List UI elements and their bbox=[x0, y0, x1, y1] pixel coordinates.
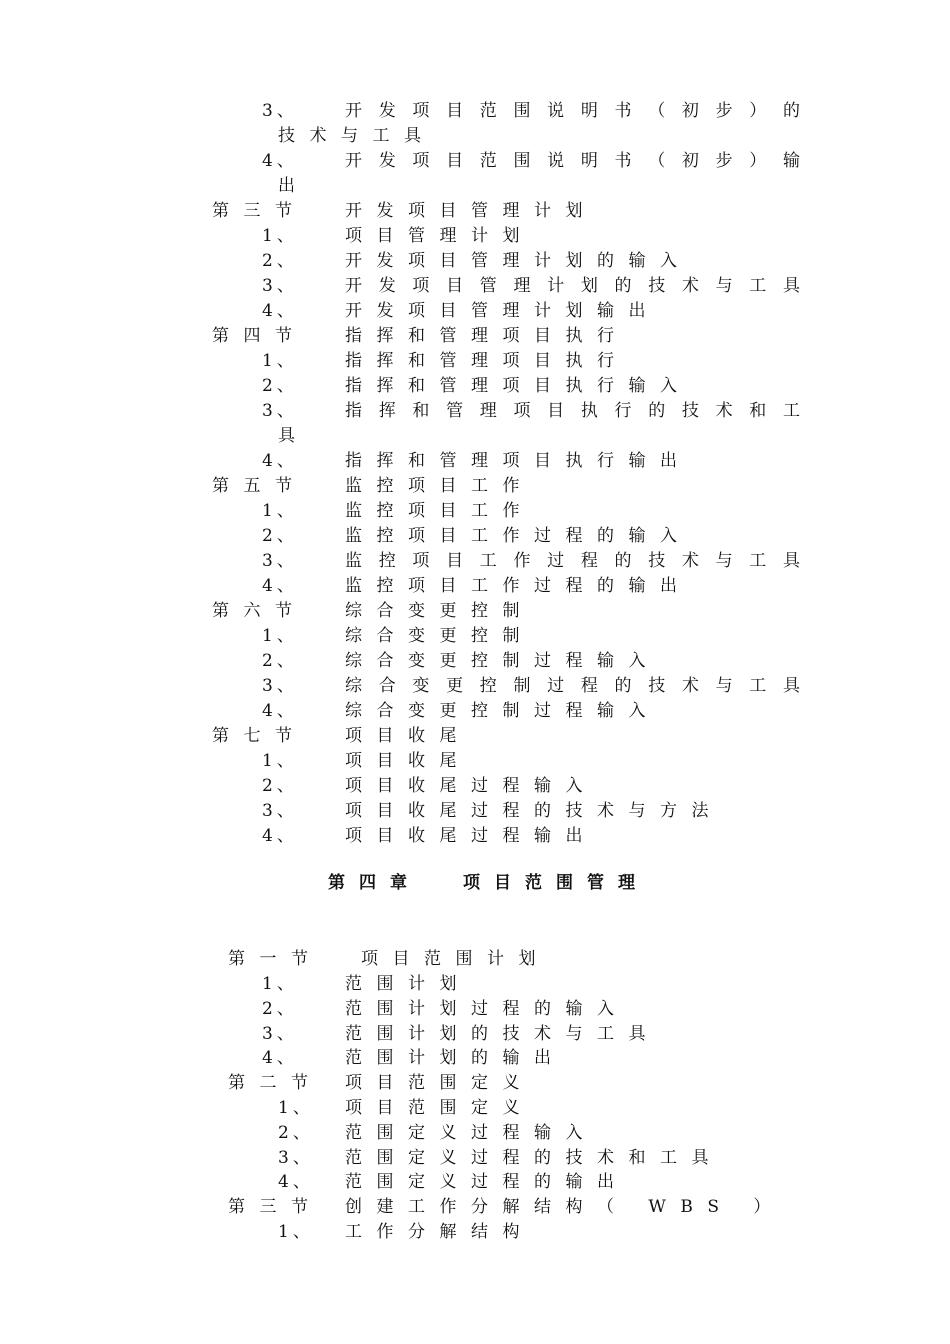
title-char: 合 bbox=[378, 676, 396, 696]
item-number: 1、 bbox=[262, 226, 298, 246]
item-number: 1、 bbox=[262, 351, 298, 371]
item-title bbox=[345, 150, 800, 172]
item-number: 2、 bbox=[262, 376, 298, 396]
title-char: 技 bbox=[648, 276, 666, 296]
item-title: 指挥和管理项目执行输入 bbox=[345, 376, 692, 396]
item-title: 监控项目工作 bbox=[345, 501, 534, 521]
title-char: 与 bbox=[715, 276, 733, 296]
title-char: 具 bbox=[782, 276, 800, 296]
chapter-label: 第四章 bbox=[328, 873, 421, 893]
title-char: 书 bbox=[614, 101, 632, 121]
title-char: 目 bbox=[547, 401, 565, 421]
title-char: 和 bbox=[412, 401, 430, 421]
section-title: 综合变更控制 bbox=[345, 601, 534, 621]
title-char: 控 bbox=[378, 551, 396, 571]
title-char: 计 bbox=[547, 276, 565, 296]
title-char: 明 bbox=[580, 151, 598, 171]
section-number: 第三节 bbox=[228, 1197, 323, 1217]
title-char: 项 bbox=[412, 551, 430, 571]
title-char: 项 bbox=[412, 151, 430, 171]
item-title: 开发项目管理计划输出 bbox=[345, 301, 660, 321]
title-char: 目 bbox=[446, 276, 464, 296]
title-char: 的 bbox=[782, 101, 800, 121]
title-char: 管 bbox=[446, 401, 464, 421]
title-char: 发 bbox=[378, 151, 396, 171]
item-title bbox=[345, 275, 800, 297]
title-char: 初 bbox=[681, 101, 699, 121]
section-title: 项目范围计划 bbox=[361, 949, 550, 969]
title-char: 目 bbox=[446, 551, 464, 571]
title-char: ） bbox=[749, 151, 767, 171]
item-number: 3、 bbox=[262, 276, 298, 296]
item-title: 综合变更控制过程输入 bbox=[345, 651, 660, 671]
item-title: 项目管理计划 bbox=[345, 226, 534, 246]
title-char: 术 bbox=[715, 401, 733, 421]
item-number: 4、 bbox=[278, 1172, 314, 1192]
title-char: 工 bbox=[782, 401, 800, 421]
title-char: 理 bbox=[513, 276, 531, 296]
item-number: 4、 bbox=[262, 576, 298, 596]
item-number: 4、 bbox=[262, 301, 298, 321]
title-char: 制 bbox=[513, 676, 531, 696]
title-char: 的 bbox=[614, 276, 632, 296]
item-title bbox=[345, 100, 800, 122]
item-number: 1、 bbox=[262, 626, 298, 646]
title-char: 工 bbox=[479, 551, 497, 571]
item-title-continued: 出 bbox=[278, 176, 310, 196]
title-char: 范 bbox=[479, 101, 497, 121]
title-char: 指 bbox=[345, 401, 362, 421]
item-title: 监控项目工作过程的输入 bbox=[345, 526, 692, 546]
item-number: 2、 bbox=[262, 526, 298, 546]
title-char: 书 bbox=[614, 151, 632, 171]
item-number: 4、 bbox=[262, 451, 298, 471]
item-title: 范围计划过程的输入 bbox=[345, 999, 629, 1019]
title-char: 管 bbox=[479, 276, 497, 296]
title-char: 行 bbox=[614, 401, 632, 421]
title-char: 术 bbox=[681, 676, 699, 696]
item-title: 项目收尾过程输出 bbox=[345, 826, 597, 846]
item-title: 工作分解结构 bbox=[345, 1222, 534, 1242]
item-number: 3、 bbox=[262, 676, 298, 696]
section-title: 项目范围定义 bbox=[345, 1073, 534, 1093]
title-char: 监 bbox=[345, 551, 362, 571]
item-title: 范围计划 bbox=[345, 974, 471, 994]
item-title-continued: 技术与工具 bbox=[278, 126, 436, 146]
item-number: 4、 bbox=[262, 151, 298, 171]
item-title: 开发项目管理计划的输入 bbox=[345, 251, 692, 271]
item-number: 4、 bbox=[262, 1048, 298, 1068]
title-char: 具 bbox=[782, 551, 800, 571]
title-char: 变 bbox=[412, 676, 430, 696]
title-char: 说 bbox=[547, 101, 565, 121]
title-char: 开 bbox=[345, 151, 362, 171]
chapter-title: 项目范围管理 bbox=[463, 873, 649, 893]
title-char: 开 bbox=[345, 101, 362, 121]
title-char: 工 bbox=[749, 551, 767, 571]
item-title: 范围计划的技术与工具 bbox=[345, 1024, 660, 1044]
title-char: 工 bbox=[749, 676, 767, 696]
title-char: 的 bbox=[614, 551, 632, 571]
item-number: 2、 bbox=[262, 651, 298, 671]
title-char: 工 bbox=[749, 276, 767, 296]
title-char: 具 bbox=[782, 676, 800, 696]
title-char: 范 bbox=[479, 151, 497, 171]
title-char: 挥 bbox=[378, 401, 396, 421]
item-number: 3、 bbox=[262, 1024, 298, 1044]
item-title: 指挥和管理项目执行 bbox=[345, 351, 629, 371]
title-char: 技 bbox=[648, 551, 666, 571]
section-title: 创建工作分解结构（ WBS ） bbox=[345, 1197, 785, 1217]
title-char: （ bbox=[648, 151, 666, 171]
item-title: 范围定义过程的技术和工具 bbox=[345, 1148, 723, 1168]
item-number: 3、 bbox=[262, 101, 298, 121]
item-title: 监控项目工作过程的输出 bbox=[345, 576, 692, 596]
item-number: 1、 bbox=[278, 1098, 314, 1118]
title-char: 理 bbox=[479, 401, 497, 421]
item-number: 3、 bbox=[262, 801, 298, 821]
title-char: 控 bbox=[479, 676, 497, 696]
item-title: 范围定义过程的输出 bbox=[345, 1172, 629, 1192]
item-number: 1、 bbox=[278, 1222, 314, 1242]
title-char: 的 bbox=[648, 401, 666, 421]
item-number: 2、 bbox=[262, 776, 298, 796]
section-number: 第一节 bbox=[228, 949, 323, 969]
title-char: 技 bbox=[681, 401, 699, 421]
item-number: 2、 bbox=[262, 999, 298, 1019]
title-char: （ bbox=[648, 101, 666, 121]
title-char: 综 bbox=[345, 676, 362, 696]
title-char: 术 bbox=[681, 551, 699, 571]
item-title: 项目收尾过程输入 bbox=[345, 776, 597, 796]
item-title: 范围定义过程输入 bbox=[345, 1123, 597, 1143]
title-char: 步 bbox=[715, 151, 733, 171]
item-title: 项目收尾过程的技术与方法 bbox=[345, 801, 723, 821]
item-number: 1、 bbox=[262, 751, 298, 771]
title-char: ） bbox=[749, 101, 767, 121]
item-title: 范围计划的输出 bbox=[345, 1048, 566, 1068]
title-char: 与 bbox=[715, 676, 733, 696]
item-title-continued: 具 bbox=[278, 426, 310, 446]
title-char: 项 bbox=[412, 101, 430, 121]
item-title: 综合变更控制 bbox=[345, 626, 534, 646]
item-title bbox=[345, 550, 800, 572]
item-number: 1、 bbox=[262, 974, 298, 994]
title-char: 更 bbox=[446, 676, 464, 696]
title-char: 技 bbox=[648, 676, 666, 696]
item-number: 3、 bbox=[262, 401, 298, 421]
item-number: 2、 bbox=[278, 1123, 314, 1143]
title-char: 步 bbox=[715, 101, 733, 121]
section-number: 第四节 bbox=[212, 326, 307, 346]
item-title: 项目收尾 bbox=[345, 751, 471, 771]
item-number: 1、 bbox=[262, 501, 298, 521]
section-title: 项目收尾 bbox=[345, 726, 471, 746]
item-number: 3、 bbox=[262, 551, 298, 571]
title-char: 作 bbox=[513, 551, 531, 571]
item-number: 4、 bbox=[262, 701, 298, 721]
title-char: 执 bbox=[580, 401, 598, 421]
title-char: 与 bbox=[715, 551, 733, 571]
item-title: 项目范围定义 bbox=[345, 1098, 534, 1118]
title-char: 项 bbox=[412, 276, 430, 296]
title-char: 目 bbox=[446, 151, 464, 171]
title-char: 开 bbox=[345, 276, 362, 296]
section-title: 监控项目工作 bbox=[345, 476, 534, 496]
item-number: 2、 bbox=[262, 251, 298, 271]
title-char: 围 bbox=[513, 101, 531, 121]
title-char: 输 bbox=[782, 151, 800, 171]
title-char: 术 bbox=[681, 276, 699, 296]
title-char: 初 bbox=[681, 151, 699, 171]
item-title: 指挥和管理项目执行输出 bbox=[345, 451, 692, 471]
title-char: 发 bbox=[378, 101, 396, 121]
item-title bbox=[345, 400, 800, 422]
title-char: 目 bbox=[446, 101, 464, 121]
title-char: 过 bbox=[547, 551, 565, 571]
section-number: 第六节 bbox=[212, 601, 307, 621]
item-number: 4、 bbox=[262, 826, 298, 846]
title-char: 过 bbox=[547, 676, 565, 696]
section-title: 开发项目管理计划 bbox=[345, 201, 597, 221]
section-number: 第五节 bbox=[212, 476, 307, 496]
title-char: 围 bbox=[513, 151, 531, 171]
title-char: 项 bbox=[513, 401, 531, 421]
title-char: 的 bbox=[614, 676, 632, 696]
title-char: 发 bbox=[378, 276, 396, 296]
section-number: 第七节 bbox=[212, 726, 307, 746]
title-char: 划 bbox=[580, 276, 598, 296]
section-number: 第二节 bbox=[228, 1073, 323, 1093]
title-char: 程 bbox=[580, 551, 598, 571]
title-char: 程 bbox=[580, 676, 598, 696]
section-number: 第三节 bbox=[212, 201, 307, 221]
title-char: 说 bbox=[547, 151, 565, 171]
section-title: 指挥和管理项目执行 bbox=[345, 326, 629, 346]
item-title bbox=[345, 675, 800, 697]
title-char: 和 bbox=[749, 401, 767, 421]
item-number: 3、 bbox=[278, 1148, 314, 1168]
title-char: 明 bbox=[580, 101, 598, 121]
item-title: 综合变更控制过程输入 bbox=[345, 701, 660, 721]
